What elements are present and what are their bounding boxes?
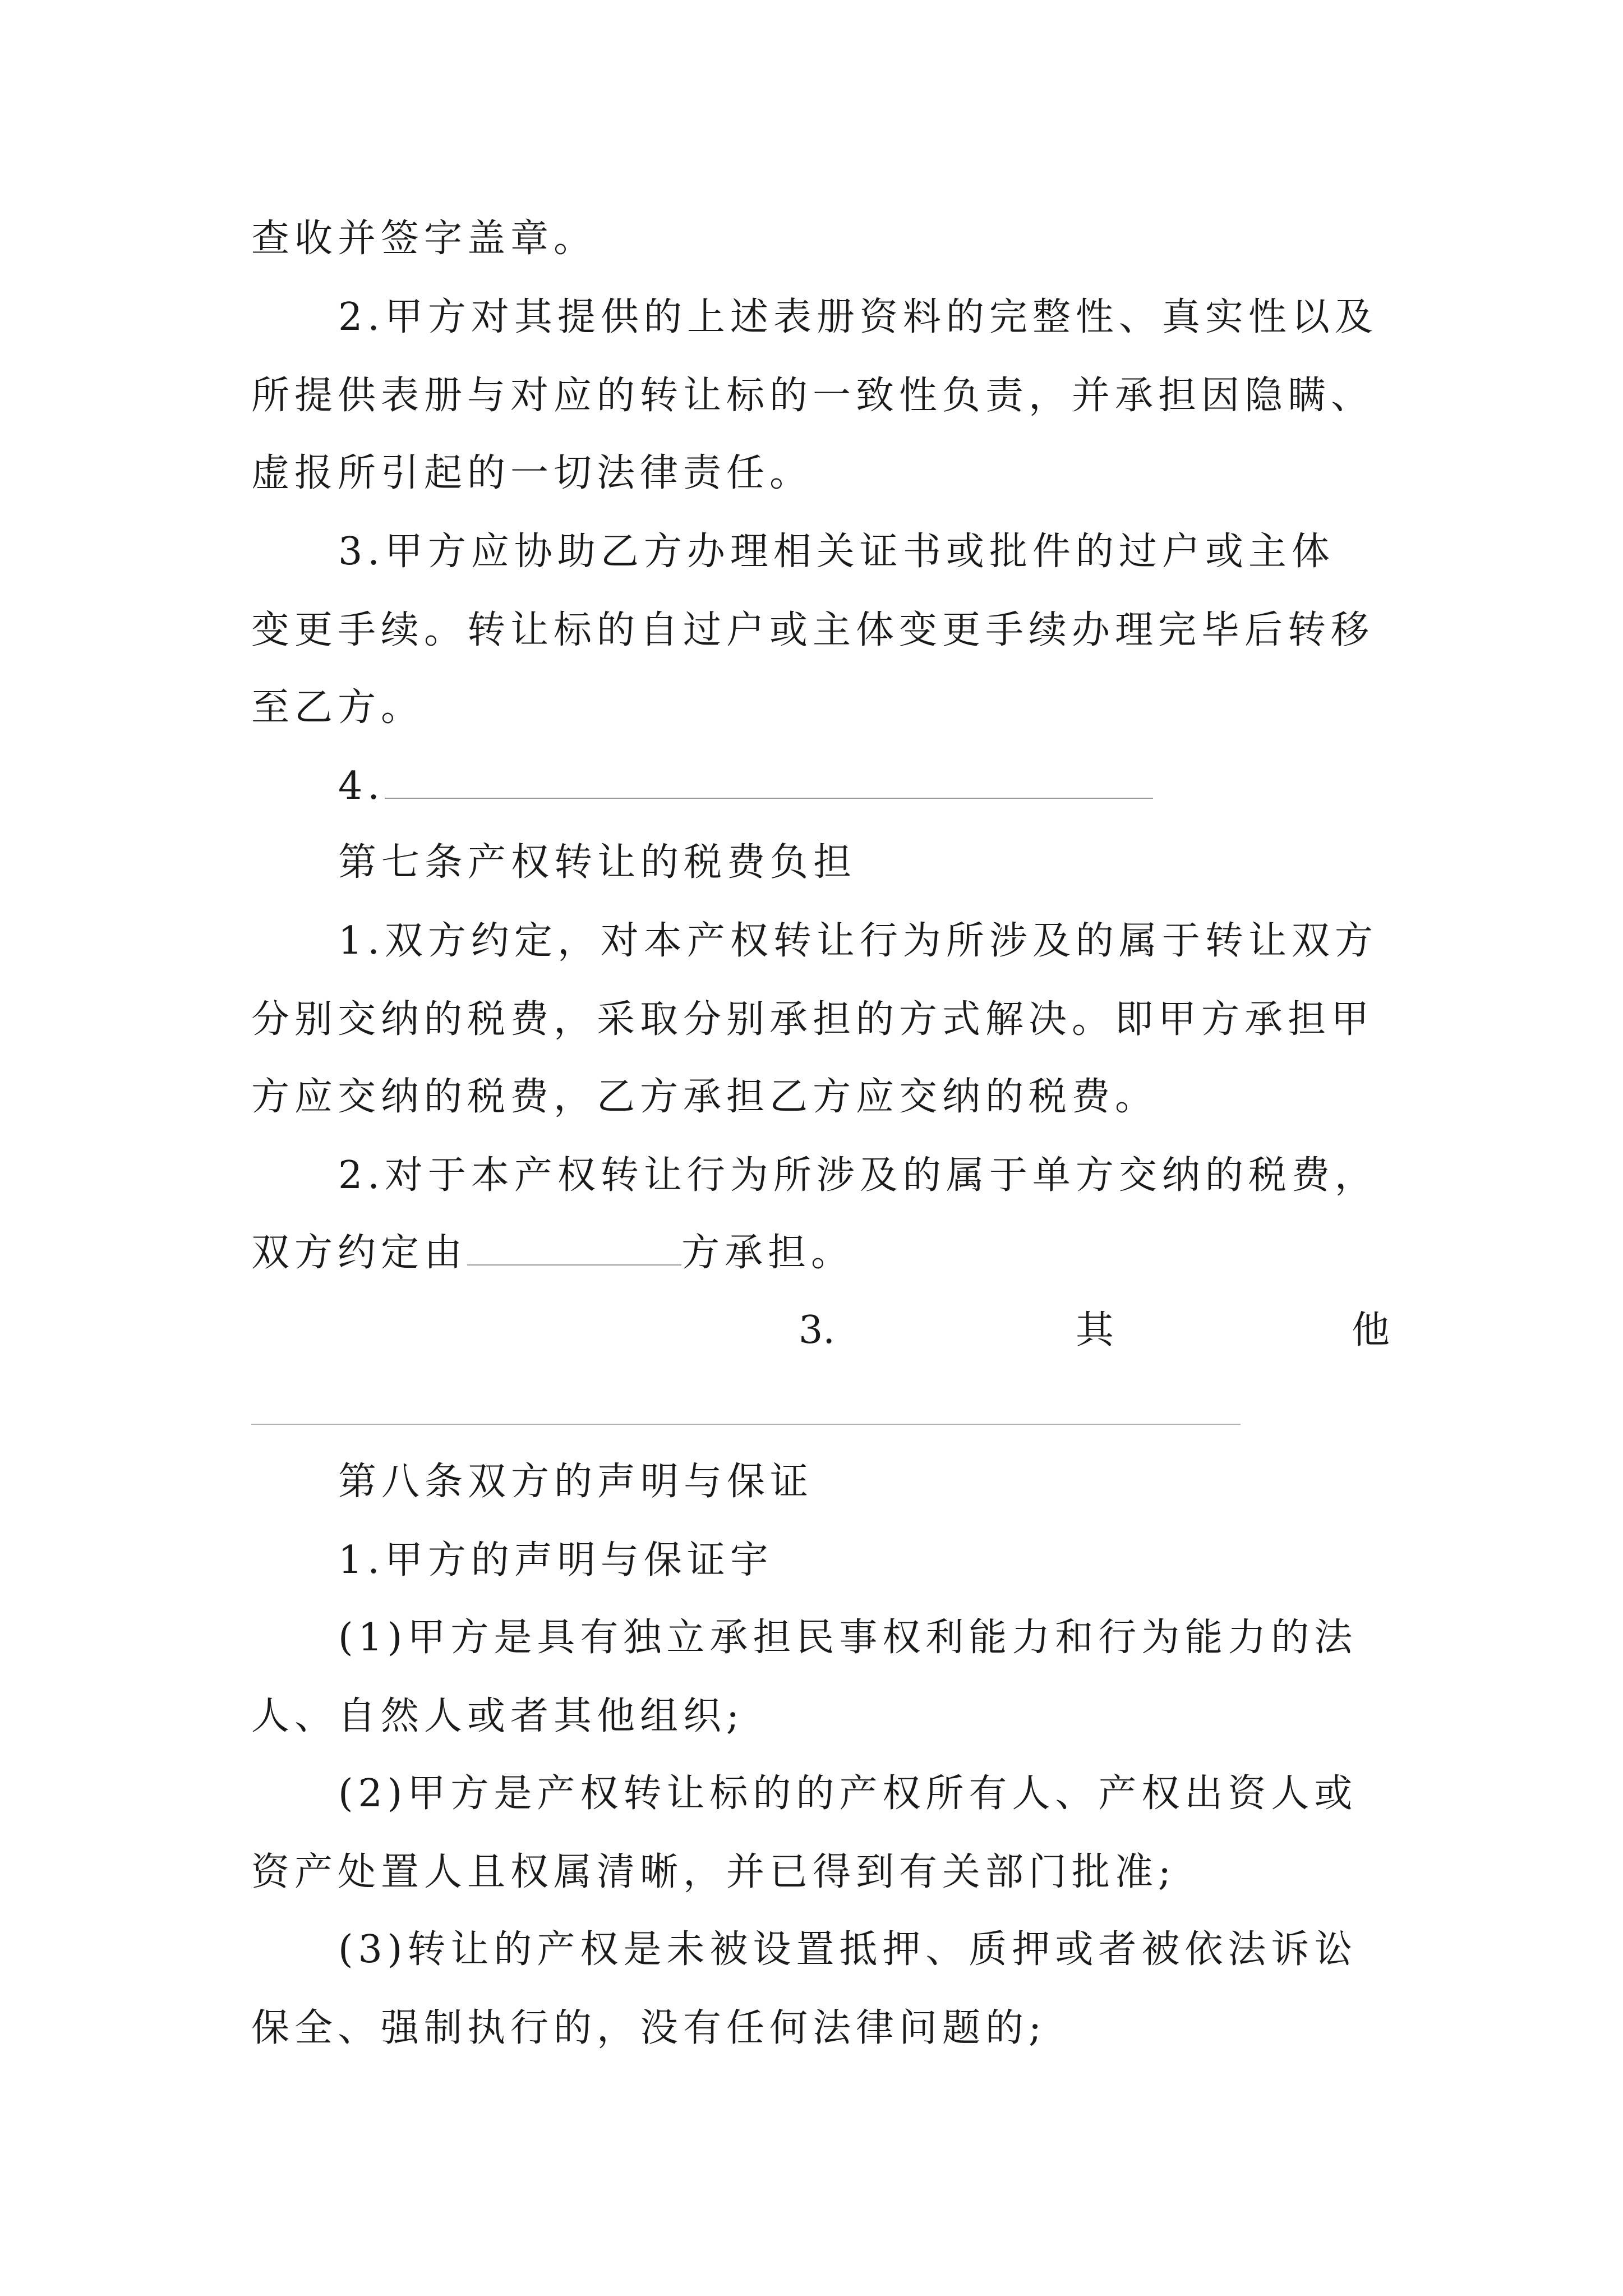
item-1-text: (1)甲方是具有独立承担民事权利能力和行为能力的法 bbox=[338, 1616, 1358, 1660]
tax-party-suffix: 方承担。 bbox=[681, 1231, 855, 1275]
article-8-clause-1-text: 1.甲方的声明与保证宇 bbox=[338, 1538, 773, 1582]
article-7-clause-1-text: 1.双方约定，对本产权转让行为所涉及的属于转让双方 bbox=[338, 919, 1378, 963]
article-7-clause-2-text: 2.对于本产权转让行为所涉及的属于单方交纳的税费， bbox=[338, 1153, 1378, 1198]
article-8-heading: 第八条双方的声明与保证 bbox=[338, 1460, 814, 1504]
tax-party-prefix: 双方约定由 bbox=[251, 1231, 468, 1275]
text-line: 变更手续。转让标的自过户或主体变更手续办理完毕后转移 bbox=[251, 608, 1375, 652]
text-line: 查收并签字盖章。 bbox=[251, 217, 597, 261]
clause-4-number: 4. bbox=[338, 764, 385, 808]
clause-3-text: 3.甲方应协助乙方办理相关证书或批件的过户或主体 bbox=[338, 530, 1335, 574]
tax-party-line bbox=[251, 1231, 855, 1275]
text-line: 资产处置人且权属清晰，并已得到有关部门批准; bbox=[251, 1850, 1176, 1894]
text-line: 分别交纳的税费，采取分别承担的方式解决。即甲方承担甲 bbox=[251, 997, 1375, 1042]
clause-3-char-ta: 他 bbox=[1352, 1308, 1390, 1352]
text-line: 方应交纳的税费，乙方承担乙方应交纳的税费。 bbox=[251, 1075, 1159, 1119]
clause-4-line bbox=[338, 764, 1153, 808]
clause-2-text: 2.甲方对其提供的上述表册资料的完整性、真实性以及 bbox=[338, 295, 1378, 339]
fill-in-rule[interactable] bbox=[251, 1424, 1241, 1425]
text-line: 至乙方。 bbox=[251, 685, 425, 730]
item-2-text: (2)甲方是产权转让标的的产权所有人、产权出资人或 bbox=[338, 1772, 1358, 1816]
article-7-heading: 第七条产权转让的税费负担 bbox=[338, 840, 857, 885]
text-line: 人、自然人或者其他组织; bbox=[251, 1694, 744, 1738]
clause-3-number: 3. bbox=[799, 1308, 835, 1352]
text-line: 所提供表册与对应的转让标的一致性负责，并承担因隐瞒、 bbox=[251, 374, 1375, 418]
text-line: 保全、强制执行的，没有任何法律问题的; bbox=[251, 2006, 1046, 2050]
item-3-text: (3)转让的产权是未被设置抵押、质押或者被依法诉讼 bbox=[338, 1927, 1358, 1972]
text-line: 虚报所引起的一切法律责任。 bbox=[251, 451, 813, 495]
fill-in-blank[interactable] bbox=[385, 767, 1153, 799]
clause-3-char-qi: 其 bbox=[1076, 1308, 1114, 1352]
tax-party-blank[interactable] bbox=[467, 1234, 681, 1266]
